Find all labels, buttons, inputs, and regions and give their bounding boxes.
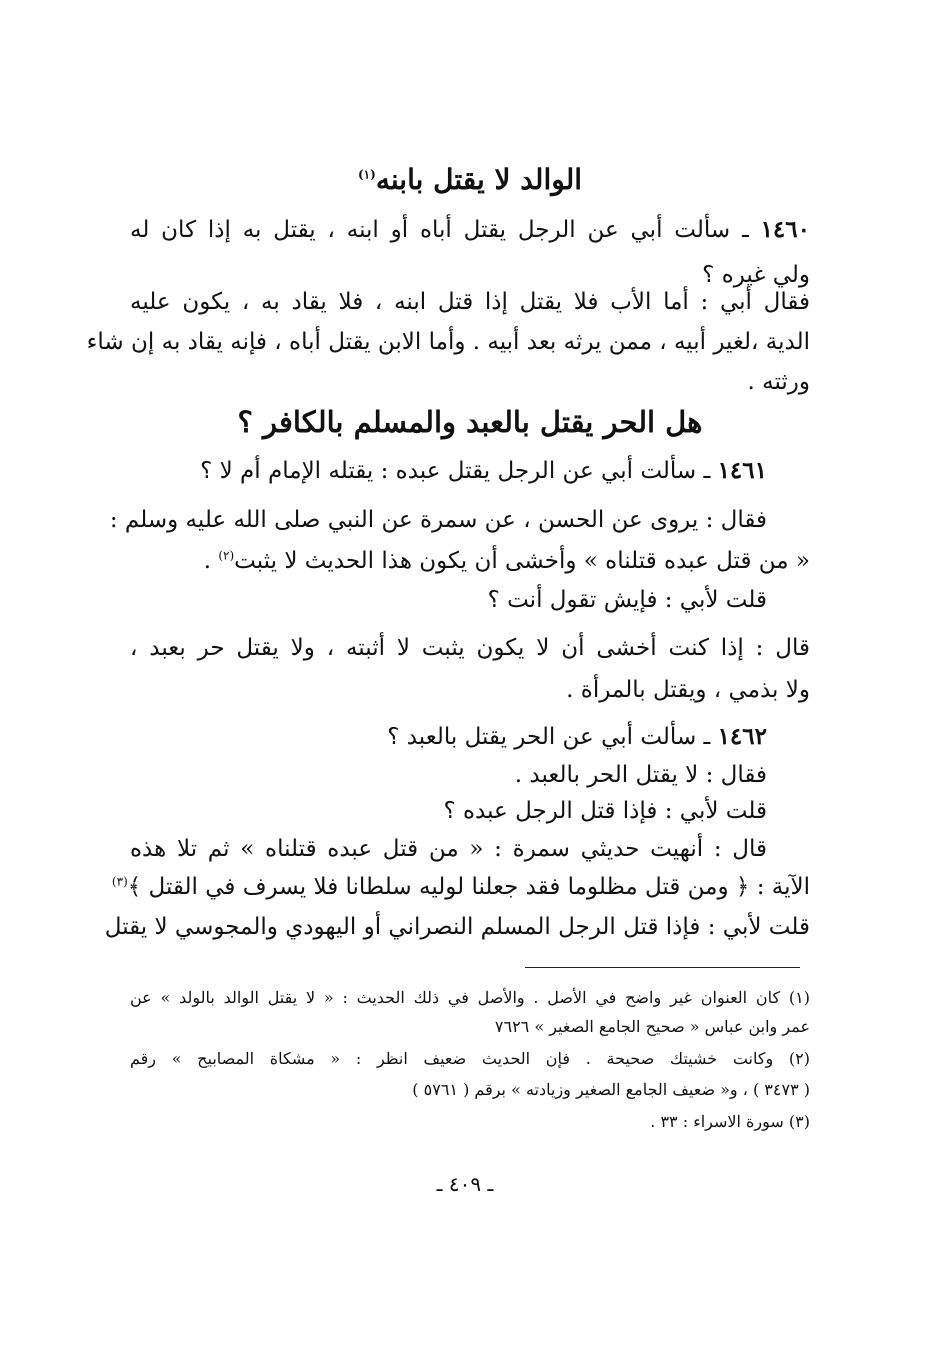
section-heading-father-son (130, 160, 810, 200)
footnote-2-line-2: ( ٣٤٧٣ ) ، و« ضعيف الجامع الصغير وزيادته » برقم ( ٥٧٦١ ) (412, 1080, 810, 1099)
line-text: ـ سألت أبي عن الحر يقتل بالعبد ؟ (387, 724, 718, 750)
paragraph-1462-line-1 (387, 717, 767, 757)
footnote-ref-1: (١) (357, 167, 376, 182)
paragraph-1460-line-5: ورثته . (747, 369, 810, 395)
line-text: الآية : ﴿ ومن قتل مظلوما فقد جعلنا لوليه سلطانا فلا يسرف في القتل ﴾ (127, 874, 810, 900)
paragraph-1460-line-2: ولي غيره ؟ (702, 262, 810, 288)
line-text: « من قتل عبده قتلناه » وأخشى أن يكون هذا الحديث لا يثبت (234, 548, 810, 574)
paragraph-1462-line-2: فقال : لا يقتل الحر بالعبد . (514, 762, 767, 788)
paragraph-1462-line-6: قلت لأبي : فإذا قتل الرجل المسلم النصراني أو اليهودي والمجوسي لا يقتل (104, 914, 810, 940)
entry-number: ١٤٦٢ (717, 723, 767, 750)
line-text: ـ سألت أبي عن الرجل يقتل عبده : يقتله الإمام أم لا ؟ (200, 458, 718, 484)
footnote-3-line-1: (٣) سورة الاسراء : ٣٣ . (650, 1112, 810, 1131)
paragraph-1461-line-5: قال : إذا كنت أخشى أن لا يكون يثبت لا أثبته ، ولا يقتل حر بعبد ، (130, 635, 810, 661)
paragraph-1461-line-1 (200, 451, 767, 491)
footnote-1-line-1: (١) كان العنوان غير واضح في الأصل . والأصل في ذلك الحديث : « لا يقتل الوالد بالولد » عن (130, 988, 810, 1007)
paragraph-1461-line-2: فقال : يروى عن الحسن ، عن سمرة عن النبي صلى الله عليه وسلم : (109, 507, 767, 533)
paragraph-1462-line-5 (112, 867, 810, 907)
footnote-2-line-1: (٢) وكانت خشيتك صحيحة . فإن الحديث ضعيف انظر : « مشكاة المصابيح » رقم (130, 1049, 810, 1068)
paragraph-1460-line-1 (130, 210, 810, 250)
paragraph-1460-line-3: فقال أبي : أما الأب فلا يقتل إذا قتل ابنه ، فلا يقاد به ، يكون عليه (130, 289, 810, 315)
section-heading-free-slave: هل الحر يقتل بالعبد والمسلم بالكافر ؟ (237, 405, 703, 439)
paragraph-1460-line-4: الدية ،لغير أبيه ، ممن يرثه بعد أبيه . وأما الابن يقتل أباه ، فإنه يقاد به إن شاء (86, 329, 810, 355)
paragraph-1461-line-3 (204, 541, 810, 581)
line-end: . (203, 548, 219, 574)
entry-number: ١٤٦١ (717, 457, 767, 484)
paragraph-1461-line-6: ولا بذمي ، ويقتل بالمرأة . (566, 677, 810, 703)
footnote-1-line-2: عمر وابن عباس « صحيح الجامع الصغير » ٧٦٢٦ (494, 1017, 810, 1036)
footnote-ref-2: (٢) (218, 548, 235, 563)
paragraph-1462-line-3: قلت لأبي : فإذا قتل الرجل عبده ؟ (443, 798, 767, 824)
heading-text: الوالد لا يقتل بابنه (375, 163, 582, 196)
line-text: ـ سألت أبي عن الرجل يقتل أباه أو ابنه ، يقتل به إذا كان له (130, 217, 761, 243)
paragraph-1461-line-4: قلت لأبي : فإيش تقول أنت ؟ (487, 587, 767, 613)
entry-number: ١٤٦٠ (760, 216, 810, 243)
page-number: ـ ٤٠٩ ـ (436, 1172, 494, 1196)
footnote-divider (525, 967, 800, 968)
paragraph-1462-line-4: قال : أنهيت حديثي سمرة : « من قتل عبده قتلناه » ثم تلا هذه (130, 836, 767, 862)
footnote-ref-3: (٣) (111, 874, 128, 889)
